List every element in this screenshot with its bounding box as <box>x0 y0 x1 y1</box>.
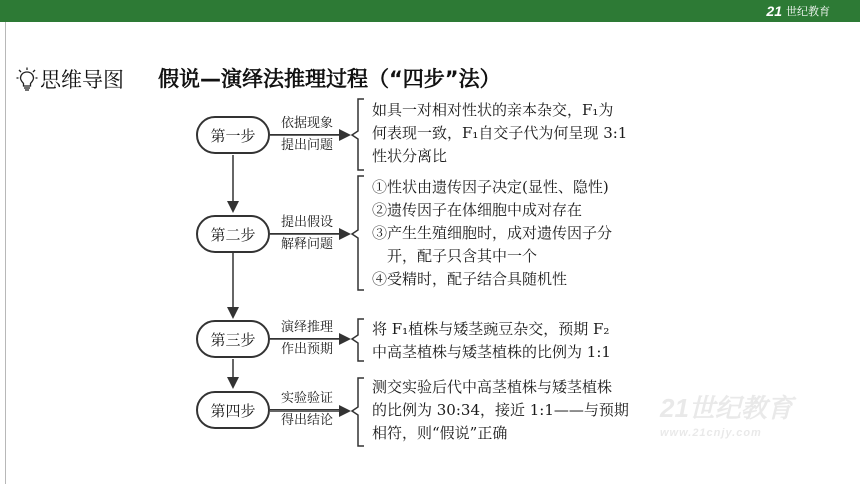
step-4-action-line1: 实验验证 <box>270 389 344 410</box>
step-1-action-line2: 提出问题 <box>280 138 333 153</box>
brace-step2 <box>352 176 364 290</box>
step-1-desc-line: 性状分离比 <box>372 147 448 165</box>
step-3-node: 第三步 <box>196 320 270 358</box>
logo-mark: 21 <box>766 3 782 19</box>
watermark-logo <box>660 388 860 458</box>
brace-step3 <box>352 319 364 361</box>
step-3-action-line2: 作出预期 <box>280 342 333 357</box>
step-2-node: 第二步 <box>196 215 270 253</box>
step-2-action <box>270 213 344 254</box>
step-4-action <box>270 389 344 430</box>
step-2-desc-line: ③产生生殖细胞时，成对遗传因子分 <box>372 224 613 242</box>
page-title: 假说—演绎法推理过程（“四步”法） <box>158 67 501 91</box>
step-3-description <box>372 318 611 364</box>
step-2-description <box>372 176 612 291</box>
watermark-line1: 21世纪教育 <box>660 393 793 423</box>
step-4-desc-line: 测交实验后代中高茎植株与矮茎植株 <box>372 378 613 396</box>
step-1-desc-line: 如具一对相对性状的亲本杂交，F₁为 <box>372 101 614 119</box>
brace-step4 <box>352 378 364 446</box>
step-3-desc-line: 中高茎植株与矮茎植株的比例为 1:1 <box>372 343 611 361</box>
step-4-action-line2: 得出结论 <box>280 413 333 428</box>
step-2-action-line1: 提出假设 <box>270 213 344 234</box>
step-4-desc-line: 相符，则“假说”正确 <box>372 424 508 442</box>
step-1-description <box>372 99 627 168</box>
step-4-description <box>372 376 629 445</box>
section-label: 思维导图 <box>40 68 124 92</box>
step-1-desc-line: 何表现一致，F₁自交子代为何呈现 3:1 <box>372 124 628 142</box>
step-1-action <box>270 114 344 155</box>
step-2-desc-line: ①性状由遗传因子决定(显性、隐性) <box>372 178 609 196</box>
step-1-action-line1: 依据现象 <box>270 114 344 135</box>
step-2-desc-line: 开，配子只含其中一个 <box>372 247 538 265</box>
brace-step1 <box>352 99 364 170</box>
logo-text: 世纪教育 <box>786 5 830 18</box>
step-2-desc-line: ④受精时，配子结合具随机性 <box>372 270 568 288</box>
step-2-desc-line: ②遗传因子在体细胞中成对存在 <box>372 201 583 219</box>
step-3-desc-line: 将 F₁植株与矮茎豌豆杂交，预期 F₂ <box>372 320 610 338</box>
step-4-desc-line: 的比例为 30:34，接近 1:1——与预期 <box>372 401 629 419</box>
step-3-action <box>270 318 344 359</box>
step-2-action-line2: 解释问题 <box>280 237 333 252</box>
watermark-line2: www.21cnjy.com <box>660 427 762 439</box>
step-3-action-line1: 演绎推理 <box>270 318 344 339</box>
step-4-node: 第四步 <box>196 391 270 429</box>
step-1-node: 第一步 <box>196 116 270 154</box>
